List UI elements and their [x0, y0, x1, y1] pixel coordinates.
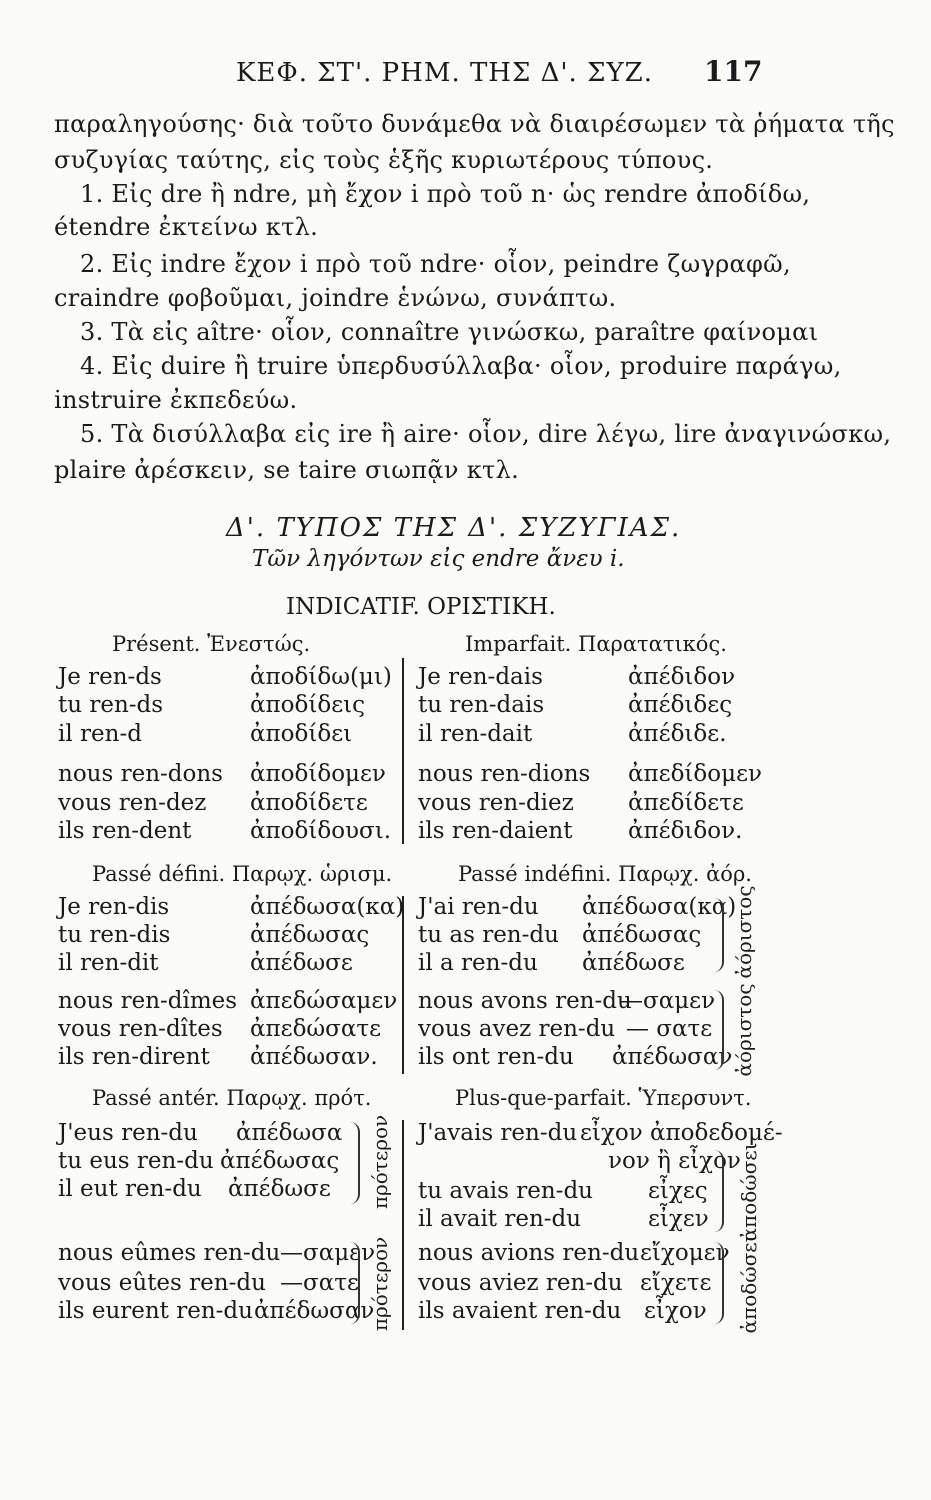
greek-form: ἀπεδώσατε	[250, 1016, 382, 1042]
intro-line: plaire ἀρέσκειν, se taire σιωπᾷν κτλ.	[54, 456, 520, 484]
greek-form: ἀπεδίδετε	[628, 790, 744, 816]
column-divider	[402, 658, 404, 844]
verb-form: ils ren-daient	[418, 818, 573, 844]
verb-form: tu ren-dais	[418, 692, 545, 718]
verb-form: ils ont ren-du	[418, 1044, 574, 1070]
greek-form: ἀπέδιδον.	[628, 818, 743, 844]
verb-form: vous avez ren-du	[418, 1016, 616, 1042]
verb-form: ils eurent ren-du	[58, 1298, 253, 1324]
intro-line: 3. Τὰ εἰς aître· οἷον, connaître γινώσκω, paraître φαίνομαι	[80, 318, 819, 346]
tense-heading-passe-anterieur: Passé antér. Παρῳχ. πρότ.	[92, 1086, 372, 1110]
verb-form: tu avais ren-du	[418, 1178, 593, 1204]
greek-form: —σατε	[280, 1270, 359, 1296]
verb-form: il avait ren-du	[418, 1206, 582, 1232]
greek-form: ἀπέδωσε	[582, 950, 685, 976]
greek-form: ἀποδίδει	[250, 721, 353, 747]
greek-form: εἴχομεν	[640, 1240, 730, 1266]
tense-heading-present: Présent. Ἐνεστώς.	[112, 632, 311, 656]
page-number: 117	[704, 55, 763, 88]
verb-form: J'avais ren-du	[418, 1120, 578, 1146]
verb-form: il ren-dait	[418, 721, 533, 747]
greek-form: ἀπέδωσας	[582, 922, 702, 948]
verb-form: J'eus ren-du	[58, 1120, 198, 1146]
verb-form: il a ren-du	[418, 950, 538, 976]
bracket	[348, 1242, 360, 1324]
verb-form: nous eûmes ren-du	[58, 1240, 281, 1266]
greek-form: ἀπέδωσα	[236, 1120, 343, 1146]
greek-form: —σαμεν	[620, 988, 716, 1014]
verb-form: tu ren-dis	[58, 922, 171, 948]
verb-form: vous ren-diez	[418, 790, 574, 816]
running-head: ΚΕΦ. ΣΤ'. ΡΗΜ. ΤΗΣ Δ'. ΣΥΖ.	[236, 58, 653, 88]
intro-line: 1. Εἰς dre ἢ ndre, μὴ ἔχον i πρὸ τοῦ n· ὡς rendre ἀποδίδω,	[80, 180, 811, 208]
verb-form: J'ai ren-du	[418, 894, 539, 920]
greek-form: ἀπεδίδομεν	[628, 761, 762, 787]
greek-form: ἀπέδωσαν	[254, 1298, 375, 1324]
intro-line: συζυγίας ταύτης, εἰς τοὺς ἑξῆς κυριωτέρους τύπους.	[54, 146, 714, 174]
greek-form: ἀποδίδομεν	[250, 761, 386, 787]
greek-form: ἀπέδιδε.	[628, 721, 727, 747]
side-label: ἀποδώσει	[737, 1234, 761, 1334]
greek-form: ἀπέδωσα(κα)	[582, 894, 737, 920]
tense-heading-passe-indefini: Passé indéfini. Παρῳχ. ἀόρ.	[458, 862, 752, 886]
greek-form: ἀπέδιδες	[628, 692, 733, 718]
greek-form: ἀπέδωσας	[250, 922, 370, 948]
greek-form: εἶχον	[644, 1298, 707, 1324]
greek-form: ἀπέδωσε	[228, 1176, 331, 1202]
verb-form: vous ren-dez	[58, 790, 207, 816]
verb-form: ils ren-dent	[58, 818, 192, 844]
greek-form: ἀποδίδεις	[250, 692, 366, 718]
greek-form: εἶχες	[648, 1178, 708, 1204]
tense-heading-passe-defini: Passé défini. Παρῳχ. ὡρισμ.	[92, 862, 393, 886]
intro-line: instruire ἐκπεδεύω.	[54, 386, 298, 414]
verb-form: il ren-dit	[58, 950, 159, 976]
intro-line: craindre φοβοῦμαι, joindre ἑνώνω, συνάπτω.	[54, 284, 617, 312]
verb-form: ils avaient ren-du	[418, 1298, 622, 1324]
greek-form: ἀπέδιδον	[628, 664, 736, 690]
verb-form: ils ren-dirent	[58, 1044, 210, 1070]
greek-form: —σαμεν	[280, 1240, 376, 1266]
verb-form: Je ren-dis	[58, 894, 170, 920]
section-title: Δ'. ΤΥΠΟΣ ΤΗΣ Δ'. ΣΥΖΥΓΙΑΣ.	[226, 513, 682, 543]
greek-form: ἀπέδωσας	[220, 1148, 340, 1174]
intro-line: 2. Εἰς indre ἔχον i πρὸ τοῦ ndre· οἷον, peindre ζωγραφῶ,	[80, 250, 791, 278]
verb-form: tu eus ren-du	[58, 1148, 214, 1174]
verb-form: nous avons ren-du	[418, 988, 632, 1014]
greek-form: ἀπέδωσαν.	[250, 1044, 378, 1070]
bracket	[348, 1122, 360, 1204]
verb-form: Je ren-ds	[58, 664, 162, 690]
greek-form: εἴχετε	[640, 1270, 712, 1296]
verb-form: vous ren-dîtes	[58, 1016, 223, 1042]
greek-form: ἀποδίδουσι.	[250, 818, 392, 844]
greek-form: εἶχον ἀποδεδομέ-	[580, 1120, 783, 1146]
intro-line: 5. Τὰ δισύλλαβα εἰς ire ἢ aire· οἷον, dire λέγω, lire ἀναγινώσκω,	[80, 420, 892, 448]
verb-form: nous ren-dons	[58, 761, 223, 787]
bracket	[712, 990, 724, 1070]
verb-form: vous aviez ren-du	[418, 1270, 623, 1296]
verb-form: nous ren-dions	[418, 761, 591, 787]
side-label: ἀόριστος	[732, 983, 756, 1077]
intro-line: παραληγούσης· διὰ τοῦτο δυνάμεθα νὰ διαιρέσωμεν τὰ ῥήματα τῆς	[54, 110, 895, 138]
verb-form: nous ren-dîmes	[58, 988, 238, 1014]
greek-form: ἀπεδώσαμεν	[250, 988, 398, 1014]
side-label: πρότερον	[368, 1114, 392, 1210]
intro-line: 4. Εἰς duire ἢ truire ὑπερδυσύλλαβα· οἷον, produire παράγω,	[80, 352, 842, 380]
tense-heading-plus-que-parfait: Plus-que-parfait. Ὑπερσυντ.	[455, 1086, 752, 1110]
bracket	[712, 898, 724, 972]
greek-form: ἀποδίδετε	[250, 790, 368, 816]
section-subtitle: Τῶν ληγόντων εἰς endre ἄνευ i.	[252, 546, 625, 572]
side-label: ἀόριστος	[732, 885, 756, 979]
column-divider	[402, 1120, 404, 1330]
verb-form: nous avions ren-du	[418, 1240, 640, 1266]
greek-form: — σατε	[626, 1016, 713, 1042]
mood-heading: INDICATIF. ΟΡΙΣΤΙΚΗ.	[286, 594, 556, 620]
bracket	[712, 1150, 724, 1232]
greek-form: ἀπέδωσε	[250, 950, 353, 976]
intro-line: étendre ἐκτείνω κτλ.	[54, 213, 319, 241]
bracket	[712, 1242, 724, 1324]
greek-form: νον ἢ εἶχον	[608, 1148, 741, 1174]
verb-form: vous eûtes ren-du	[58, 1270, 266, 1296]
greek-form: εἶχεν	[648, 1206, 709, 1232]
side-label: ἀποδώσει	[737, 1142, 761, 1242]
tense-heading-imparfait: Imparfait. Παρατατικός.	[465, 632, 727, 656]
greek-form: ἀποδίδω(μι)	[250, 664, 392, 690]
greek-form: ἀπέδωσα(κα)	[250, 894, 405, 920]
greek-form: ἀπέδωσαν	[612, 1044, 733, 1070]
verb-form: tu ren-ds	[58, 692, 164, 718]
side-label: πρότερον	[368, 1236, 392, 1332]
verb-form: il eut ren-du	[58, 1176, 202, 1202]
verb-form: tu as ren-du	[418, 922, 559, 948]
verb-form: Je ren-dais	[418, 664, 543, 690]
verb-form: il ren-d	[58, 721, 142, 747]
column-divider	[402, 896, 404, 1074]
